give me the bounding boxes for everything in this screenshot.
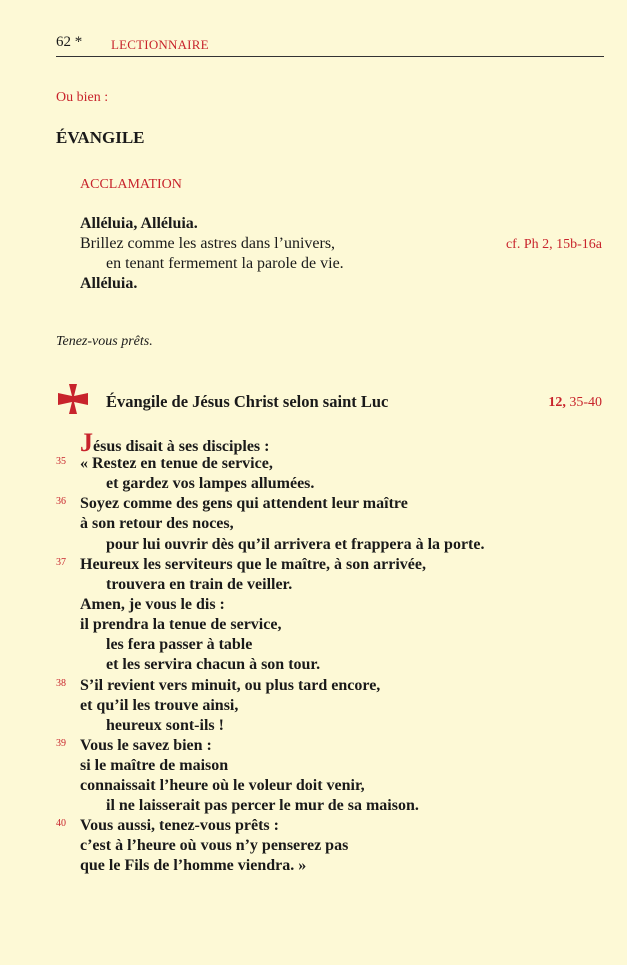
text-line: Heureux les serviteurs que le maître, à son arrivée, — [80, 556, 426, 573]
verse-number: 36 — [56, 496, 66, 507]
caption: Tenez-vous prêts. — [56, 334, 153, 349]
running-title: LECTIONNAIRE — [111, 37, 209, 52]
verse-number: 37 — [56, 557, 66, 568]
text-line: Soyez comme des gens qui attendent leur maître — [80, 495, 408, 512]
reference-verses: 35-40 — [565, 395, 602, 410]
reference-chapter: 12, — [548, 395, 566, 410]
ou-bien-label: Ou bien : — [56, 90, 109, 105]
running-header — [56, 34, 604, 57]
verse-number: 38 — [56, 678, 66, 689]
text-line: il prendra la tenue de service, — [80, 616, 282, 633]
cross-pattee-icon — [57, 383, 89, 415]
text-line: si le maître de maison — [80, 757, 229, 774]
verse-number: 35 — [56, 456, 66, 467]
text-line: S’il revient vers minuit, ou plus tard encore, — [80, 677, 381, 694]
verse-number: 39 — [56, 738, 66, 749]
verse-number: 40 — [56, 818, 66, 829]
drop-cap: J — [80, 428, 93, 457]
text-line: pour lui ouvrir dès qu’il arrivera et frappera à la porte. — [106, 536, 485, 553]
gospel-reference — [548, 395, 602, 411]
section-title: ÉVANGILE — [56, 128, 145, 147]
acclamation-reference: cf. Ph 2, 15b-16a — [505, 237, 602, 252]
text-line: il ne laisserait pas percer le mur de sa maison. — [106, 797, 419, 814]
text-line: Vous le savez bien : — [80, 737, 212, 754]
text-line: que le Fils de l’homme viendra. » — [80, 857, 307, 874]
text-line: à son retour des noces, — [80, 515, 234, 532]
text-line: « Restez en tenue de service, — [80, 455, 273, 472]
text-line: et les servira chacun à son tour. — [106, 656, 321, 673]
text-line: Vous aussi, tenez-vous prêts : — [80, 817, 279, 834]
acclamation-line: Alléluia, Alléluia. — [80, 215, 198, 232]
text-line: c’est à l’heure où vous n’y penserez pas — [80, 837, 349, 854]
first-line-text: ésus disait à ses disciples : — [93, 438, 270, 455]
acclamation-line: en tenant fermement la parole de vie. — [106, 255, 344, 272]
text-line: Amen, je vous le dis : — [80, 596, 225, 613]
text-line: trouvera en train de veiller. — [106, 576, 293, 593]
text-line: et qu’il les trouve ainsi, — [80, 697, 239, 714]
acclamation-label: ACCLAMATION — [80, 177, 182, 192]
text-line: et gardez vos lampes allumées. — [106, 475, 315, 492]
acclamation-line: Alléluia. — [80, 275, 138, 292]
text-line: heureux sont-ils ! — [106, 717, 224, 734]
page-number: 62 * — [56, 34, 83, 50]
text-line: les fera passer à table — [106, 636, 253, 653]
gospel-heading: Évangile de Jésus Christ selon saint Luc — [106, 392, 389, 411]
text-line: connaissait l’heure où le voleur doit venir, — [80, 777, 365, 794]
acclamation-line: Brillez comme les astres dans l’univers, — [80, 235, 336, 252]
